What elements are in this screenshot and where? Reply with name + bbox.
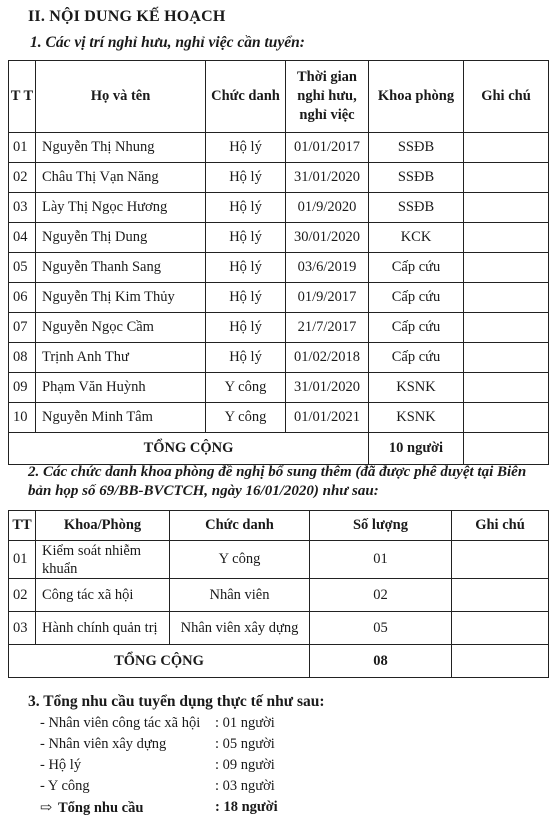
row-title: Y công	[206, 403, 286, 433]
table-row	[9, 283, 549, 313]
header-note: Ghi chú	[452, 511, 549, 541]
row-qty: 01	[310, 541, 452, 579]
row-dept: SSĐB	[369, 133, 464, 163]
row-date: 01/9/2020	[286, 193, 369, 223]
row-name: Nguyễn Thị Dung	[36, 223, 206, 253]
total-note	[452, 645, 549, 678]
arrow-right-icon: ⇨	[40, 800, 53, 816]
row-tt: 10	[9, 403, 36, 433]
row-note	[464, 313, 549, 343]
row-note	[464, 343, 549, 373]
row-date: 01/01/2021	[286, 403, 369, 433]
row-tt: 05	[9, 253, 36, 283]
row-dept: SSĐB	[369, 163, 464, 193]
row-note	[452, 541, 549, 579]
retirement-table	[8, 60, 549, 465]
row-qty: 05	[310, 612, 452, 645]
summary-item-label: - Y công	[40, 778, 90, 794]
total-note	[464, 433, 549, 465]
row-tt: 01	[9, 541, 36, 579]
row-dept: Cấp cứu	[369, 253, 464, 283]
header-name: Họ và tên	[36, 61, 206, 133]
table-row	[9, 403, 549, 433]
row-date: 01/02/2018	[286, 343, 369, 373]
row-title: Hộ lý	[206, 343, 286, 373]
row-name: Nguyễn Ngọc Cầm	[36, 313, 206, 343]
summary-total-label: Tổng nhu cầu	[58, 800, 144, 816]
row-title: Hộ lý	[206, 163, 286, 193]
row-title: Y công	[170, 541, 310, 579]
row-dept: Kiểm soát nhiễm khuẩn	[36, 541, 170, 579]
header-dept: Khoa phòng	[369, 61, 464, 133]
header-title: Chức danh	[170, 511, 310, 541]
total-value: 10 người	[369, 433, 464, 465]
row-note	[464, 223, 549, 253]
row-name: Lày Thị Ngọc Hương	[36, 193, 206, 223]
header-qty: Số lượng	[310, 511, 452, 541]
total-value: 08	[310, 645, 452, 678]
row-title: Hộ lý	[206, 133, 286, 163]
row-note	[452, 612, 549, 645]
row-date: 01/9/2017	[286, 283, 369, 313]
row-date: 03/6/2019	[286, 253, 369, 283]
row-tt: 09	[9, 373, 36, 403]
total-label: TỔNG CỘNG	[9, 433, 369, 465]
row-name: Nguyễn Thanh Sang	[36, 253, 206, 283]
row-name: Trịnh Anh Thư	[36, 343, 206, 373]
row-tt: 01	[9, 133, 36, 163]
table-header-row	[9, 511, 549, 541]
row-title: Hộ lý	[206, 223, 286, 253]
additional-positions-table	[8, 510, 549, 678]
row-name: Nguyễn Thị Nhung	[36, 133, 206, 163]
row-date: 21/7/2017	[286, 313, 369, 343]
row-tt: 08	[9, 343, 36, 373]
header-note: Ghi chú	[464, 61, 549, 133]
row-note	[464, 193, 549, 223]
row-dept: Công tác xã hội	[36, 579, 170, 612]
row-note	[464, 133, 549, 163]
row-tt: 03	[9, 612, 36, 645]
row-note	[452, 579, 549, 612]
row-title: Nhân viên	[170, 579, 310, 612]
table-row	[9, 193, 549, 223]
header-tt: T T	[9, 61, 36, 133]
row-dept: Hành chính quản trị	[36, 612, 170, 645]
summary-item-value: : 03 người	[215, 778, 275, 794]
row-dept: KSNK	[369, 403, 464, 433]
row-note	[464, 253, 549, 283]
header-dept: Khoa/Phòng	[36, 511, 170, 541]
row-name: Nguyễn Minh Tâm	[36, 403, 206, 433]
table-row	[9, 612, 549, 645]
summary-item-value: : 05 người	[215, 736, 275, 752]
header-tt: TT	[9, 511, 36, 541]
table-row	[9, 313, 549, 343]
row-title: Nhân viên xây dựng	[170, 612, 310, 645]
row-name: Châu Thị Vạn Năng	[36, 163, 206, 193]
table-row	[9, 579, 549, 612]
row-dept: KCK	[369, 223, 464, 253]
row-tt: 07	[9, 313, 36, 343]
row-dept: KSNK	[369, 373, 464, 403]
summary-item-label: - Nhân viên công tác xã hội	[40, 715, 201, 731]
row-note	[464, 403, 549, 433]
table-total-row	[9, 433, 549, 465]
row-tt: 02	[9, 163, 36, 193]
row-note	[464, 163, 549, 193]
table-row	[9, 343, 549, 373]
summary-total-value: : 18 người	[215, 799, 278, 815]
row-title: Hộ lý	[206, 253, 286, 283]
table-row	[9, 163, 549, 193]
row-dept: SSĐB	[369, 193, 464, 223]
table-header-row	[9, 61, 549, 133]
table-row	[9, 133, 549, 163]
table-total-row	[9, 645, 549, 678]
row-name: Nguyễn Thị Kim Thủy	[36, 283, 206, 313]
summary-item-label: - Hộ lý	[40, 757, 82, 773]
part3-title: 3. Tổng nhu cầu tuyển dụng thực tế như sau:	[28, 693, 325, 710]
total-label: TỔNG CỘNG	[9, 645, 310, 678]
row-note	[464, 373, 549, 403]
row-tt: 03	[9, 193, 36, 223]
row-tt: 02	[9, 579, 36, 612]
table-row	[9, 223, 549, 253]
summary-item-value: : 09 người	[215, 757, 275, 773]
row-title: Y công	[206, 373, 286, 403]
row-tt: 04	[9, 223, 36, 253]
part1-title: 1. Các vị trí nghỉ hưu, nghỉ việc cần tuyển:	[30, 34, 305, 51]
table-row	[9, 253, 549, 283]
table-row	[9, 541, 549, 579]
row-dept: Cấp cứu	[369, 343, 464, 373]
row-title: Hộ lý	[206, 313, 286, 343]
header-date: Thời gian nghỉ hưu, nghỉ việc	[286, 61, 369, 133]
row-name: Phạm Văn Huỳnh	[36, 373, 206, 403]
row-dept: Cấp cứu	[369, 283, 464, 313]
part2-title: 2. Các chức danh khoa phòng đề nghị bổ sung thêm (đã được phê duyệt tại Biên bản họp số 69/BB-BVCTCH, ngày 16/01/2020) như sau:	[28, 464, 527, 499]
row-title: Hộ lý	[206, 283, 286, 313]
table-row	[9, 373, 549, 403]
section-title: II. NỘI DUNG KẾ HOẠCH	[28, 8, 226, 25]
summary-item-value: : 01 người	[215, 715, 275, 731]
row-tt: 06	[9, 283, 36, 313]
row-title: Hộ lý	[206, 193, 286, 223]
row-dept: Cấp cứu	[369, 313, 464, 343]
row-date: 31/01/2020	[286, 373, 369, 403]
row-note	[464, 283, 549, 313]
row-date: 31/01/2020	[286, 163, 369, 193]
row-date: 01/01/2017	[286, 133, 369, 163]
row-date: 30/01/2020	[286, 223, 369, 253]
header-title: Chức danh	[206, 61, 286, 133]
summary-item-label: - Nhân viên xây dựng	[40, 736, 167, 752]
row-qty: 02	[310, 579, 452, 612]
